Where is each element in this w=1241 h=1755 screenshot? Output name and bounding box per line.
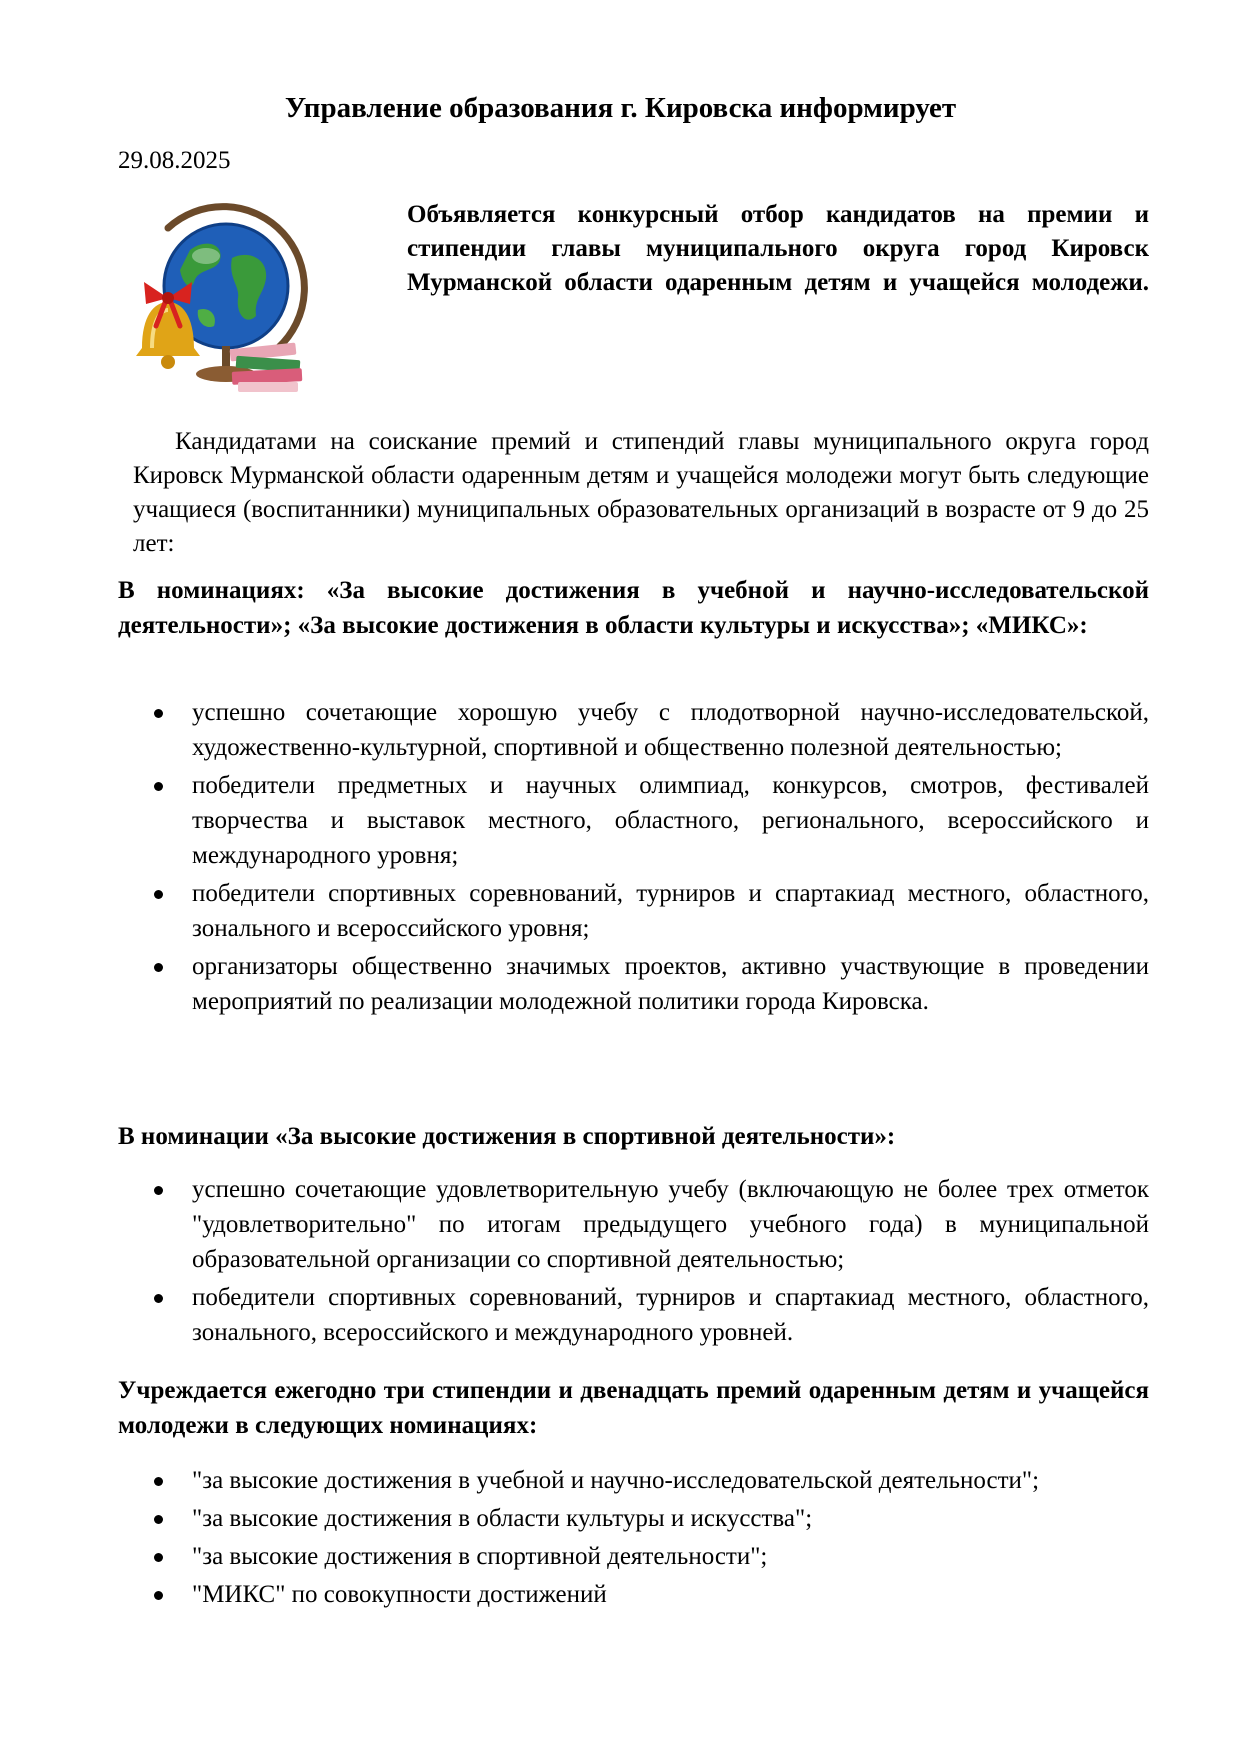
awards-nominations-list bbox=[192, 1463, 1149, 1615]
school-globe-bell-books-icon bbox=[128, 198, 328, 398]
bullet-icon bbox=[154, 709, 163, 718]
list-item: успешно сочетающие хорошую учебу с плодотворной научно-исследовательской, художественно-культурной, спортивной и общественно полезной деятельностью; bbox=[192, 695, 1149, 765]
bullet-icon bbox=[154, 1294, 163, 1303]
announcement: Объявляется конкурсный отбор кандидатов на премии и стипендии главы муниципального округа город Кировск Мурманской области одаренным детям и учащейся молодежи. bbox=[407, 201, 1149, 296]
list-item: победители спортивных соревнований, турниров и спартакиад местного, областного, зонального, всероссийского и международного уровней. bbox=[192, 1280, 1149, 1350]
bullet-icon bbox=[154, 1477, 163, 1486]
list-item: победители спортивных соревнований, турниров и спартакиад местного, областного, зонального и всероссийского уровня; bbox=[192, 876, 1149, 946]
bullet-icon bbox=[154, 1515, 163, 1524]
list-item: "МИКС" по совокупности достижений bbox=[192, 1577, 1149, 1612]
section-heading-sport: В номинации «За высокие достижения в спортивной деятельности»: bbox=[118, 1123, 896, 1150]
list-item: организаторы общественно значимых проектов, активно участвующие в проведении мероприятий по реализации молодежной политики города Кировска. bbox=[192, 949, 1149, 1019]
list-item: победители предметных и научных олимпиад, конкурсов, смотров, фестивалей творчества и выставок местного, областного, регионального, всероссийского и международного уровня; bbox=[192, 768, 1149, 873]
section-heading-awards: Учреждается ежегодно три стипендии и двенадцать премий одаренным детям и учащейся молодежи в следующих номинациях: bbox=[118, 1377, 1149, 1439]
bullet-icon bbox=[154, 1186, 163, 1195]
bullet-icon bbox=[154, 1553, 163, 1562]
document-date: 29.08.2025 bbox=[118, 147, 231, 174]
general-criteria-list bbox=[192, 695, 1149, 1022]
sport-criteria-list bbox=[192, 1172, 1149, 1353]
bullet-icon bbox=[154, 782, 163, 791]
list-item: "за высокие достижения в области культуры и искусства"; bbox=[192, 1501, 1149, 1536]
list-item: успешно сочетающие удовлетворительную учебу (включающую не более трех отметок "удовлетворительно" по итогам предыдущего учебного года) в муниципальной образовательной организации со спортивной деятельностью; bbox=[192, 1172, 1149, 1277]
intro-paragraph: Кандидатами на соискание премий и стипендий главы муниципального округа город Кировск Мурманской области одаренным детям и учащейся молодежи могут быть следующие учащиеся (воспитанники) муниципальных образовательных организаций в возрасте от 9 до 25 лет: bbox=[133, 428, 1149, 557]
bullet-icon bbox=[154, 890, 163, 899]
list-item: "за высокие достижения в спортивной деятельности"; bbox=[192, 1539, 1149, 1574]
bullet-icon bbox=[154, 963, 163, 972]
page-title: Управление образования г. Кировска информирует bbox=[284, 92, 957, 124]
section-heading-general: В номинациях: «За высокие достижения в учебной и научно-исследовательской деятельности»; «За высокие достижения в области культуры и искусства»; «МИКС»: bbox=[118, 577, 1149, 639]
bullet-icon bbox=[154, 1591, 163, 1600]
list-item: "за высокие достижения в учебной и научно-исследовательской деятельности"; bbox=[192, 1463, 1149, 1498]
